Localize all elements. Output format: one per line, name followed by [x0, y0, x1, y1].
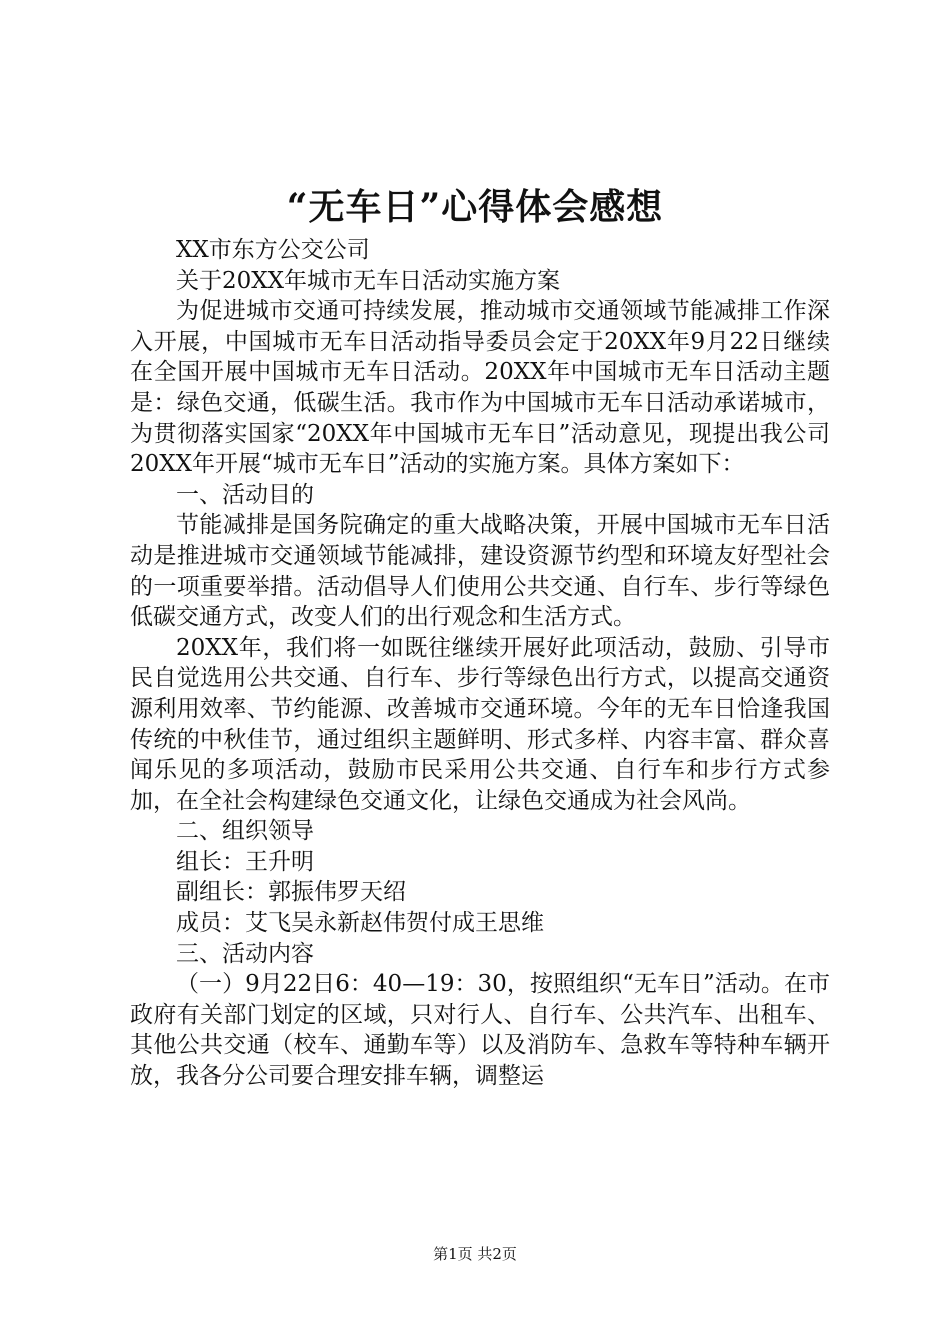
- activity-paragraph: 20XX年，我们将一如既往继续开展好此项活动，鼓励、引导市民自觉选用公共交通、自行车、步行等绿色出行方式，以提高交通资源利用效率、节约能源、改善城市交通环境。今年的无车日恰逢我国传统的中秋佳节，通过组织主题鲜明、形式多样、内容丰富、群众喜闻乐见的多项活动，鼓励市民采用公共交通、自行车和步行方式参加，在全社会构建绿色交通文化，让绿色交通成为社会风尚。: [130, 634, 830, 814]
- plan-title-line: 关于20XX年城市无车日活动实施方案: [176, 267, 561, 294]
- page-footer: 第1页 共2页: [433, 1245, 517, 1263]
- leader-line: 组长：王升明: [176, 848, 314, 875]
- deputy-leader-line: 副组长：郭振伟罗天绍: [176, 879, 406, 906]
- document-body: [130, 235, 830, 1092]
- company-name-line: XX市东方公交公司: [176, 237, 370, 263]
- section-heading-organization: 二、组织领导: [176, 818, 314, 845]
- document-title: “无车日”心得体会感想: [286, 186, 664, 228]
- purpose-paragraph: 节能减排是国务院确定的重大战略决策，开展中国城市无车日活动是推进城市交通领域节能减排，建设资源节约型和环境友好型社会的一项重要举措。活动倡导人们使用公共交通、自行车、步行等绿色低碳交通方式，改变人们的出行观念和生活方式。: [130, 512, 830, 631]
- section-heading-purpose: 一、活动目的: [176, 481, 314, 508]
- section-heading-content: 三、活动内容: [176, 940, 314, 967]
- members-line: 成员：艾飞吴永新赵伟贺付成王思维: [176, 910, 544, 937]
- intro-paragraph: 为促进城市交通可持续发展，推动城市交通领域节能减排工作深入开展，中国城市无车日活动指导委员会定于20XX年9月22日继续在全国开展中国城市无车日活动。20XX年中国城市无车日活动主题是：绿色交通，低碳生活。我市作为中国城市无车日活动承诺城市，为贯彻落实国家“20XX年中国城市无车日”活动意见，现提出我公司20XX年开展“城市无车日”活动的实施方案。具体方案如下：: [130, 298, 830, 478]
- content-paragraph-1: （一）9月22日6：40—19：30，按照组织“无车日”活动。在市政府有关部门划定的区域，只对行人、自行车、公共汽车、出租车、其他公共交通（校车、通勤车等）以及消防车、急救车等特种车辆开放，我各分公司要合理安排车辆，调整运: [130, 971, 830, 1090]
